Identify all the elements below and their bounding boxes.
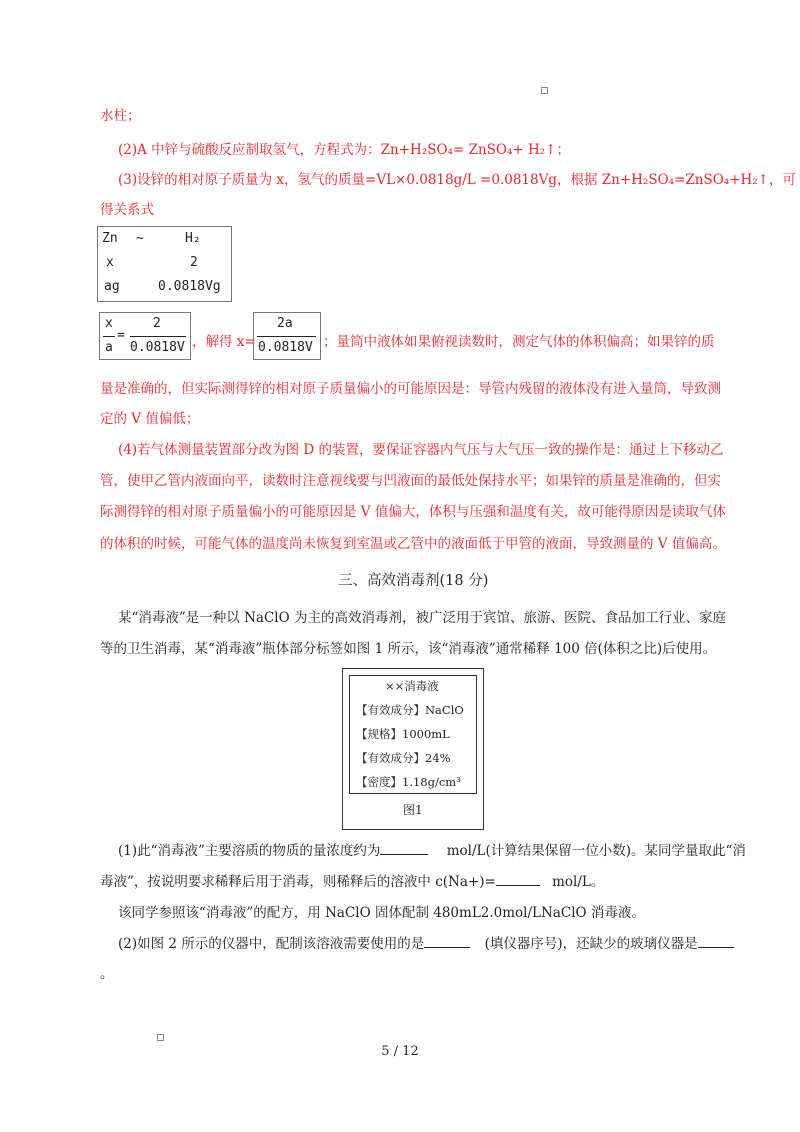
relation-r1c2: ~ [136,231,144,246]
q2-text-b: (填仪器序号)，还缺少的玻璃仪器是 [484,936,698,952]
frac1-bar-right [130,336,186,337]
relation-r3c3: 0.0818Vg [158,279,221,294]
frac2-num: 2a [277,316,293,331]
relation-r1c1: Zn [102,231,118,246]
question-1-line-2 [100,870,604,890]
question-2-line-1 [118,932,734,952]
text-line-5b: ；量筒中液体如果俯视读数时，测定气体的体积偏高；如果锌的质 [323,334,715,350]
label-row-3: 【有效成分】24% [356,751,451,765]
corner-mark-top [541,87,548,94]
q1-text-b: mol/L(计算结果保留一位小数)。某同学量取此“消 [446,843,746,859]
label-row-4: 【密度】1.18g/cm³ [356,775,461,789]
text-line-1: 水柱； [100,108,141,124]
relation-r1c3: H₂ [185,231,201,246]
text-line-2: (2)A 中锌与硫酸反应制取氢气，方程式为：Zn+H₂SO₄= ZnSO₄+ H₂↑； [118,142,570,158]
relation-r2c3: 2 [190,255,198,270]
text-line-3: (3)设锌的相对原子质量为 x，氢气的质量=VL×0.0818g/L =0.0818Vg，根据 Zn+H₂SO₄=ZnSO₄+H₂↑，可 [118,172,796,188]
paragraph-line-1: 某“消毒液”是一种以 NaClO 为主的高效消毒剂，被广泛用于宾馆、旅游、医院、食品加工行业、家庭 [118,610,726,626]
answer-blank-3[interactable] [424,935,470,948]
text-line-7: 定的 V 值偏低； [100,411,200,427]
text-line-11: 的体积的时候，可能气体的温度尚未恢复到室温或乙管中的液面低于甲管的液面，导致测量的 V 值偏高。 [100,536,726,552]
relation-r3c1: ag [104,279,120,294]
section-title: 三、高效消毒剂(18 分) [338,573,489,589]
q1-text-a: (1)此“消毒液”主要溶质的物质的量浓度约为 [118,843,381,859]
question-2-line-2: 。 [100,966,114,982]
question-1-line-1 [118,839,746,859]
fraction-equation-1 [99,312,191,360]
corner-mark-bottom [157,1034,164,1041]
label-title: ××消毒液 [385,679,439,693]
answer-blank-4[interactable] [698,935,734,948]
frac1-eq: = [117,328,125,343]
question-line-prep: 该同学参照该“消毒液”的配方，用 NaClO 固体配制 480mL2.0mol/LNaClO 消毒液。 [118,905,645,921]
frac1-num-right: 2 [153,316,161,331]
frac2-bar [257,336,316,337]
frac2-den: 0.0818V [258,340,313,355]
q1-text-c: 毒液”，按说明要求稀释后用于消毒，则稀释后的溶液中 c(Na+)= [100,874,496,890]
q1-text-d: mol/L。 [552,874,605,890]
paragraph-line-2: 等的卫生消毒，某“消毒液”瓶体部分标签如图 1 所示，该“消毒液”通常稀释 100 倍(体积之比)后使用。 [100,641,717,657]
text-line-5: ，解得 x= [192,334,256,350]
text-line-9: 管，使甲乙管内液面向平，读数时注意视线要与凹液面的最低处保持水平；如果锌的质量是准确的，但实 [100,473,721,489]
frac1-bar-left [103,336,115,337]
q2-text-a: (2)如图 2 所示的仪器中，配制该溶液需要使用的是 [118,936,425,952]
relation-box [97,226,232,302]
relation-r2c1: x [106,255,114,270]
page-number: 5 / 12 [381,1044,419,1059]
text-line-6: 量是准确的，但实际测得锌的相对原子质量偏小的可能原因是：导管内残留的液体没有进入量筒，导致测 [100,381,721,397]
fraction-equation-2 [253,312,321,360]
text-line-4: 得关系式 [100,202,154,218]
figure-1-label [342,668,484,830]
text-line-10: 际测得锌的相对原子质量偏小的可能原因是 V 值偏大，体积与压强和温度有关，故可能得原因是读取气体 [100,504,726,520]
label-row-2: 【规格】1000mL [356,727,450,741]
label-inner-frame [349,675,477,794]
figure-caption: 图1 [403,803,423,817]
frac1-num-left: x [105,316,113,331]
frac1-den-left: a [105,340,113,355]
frac1-den-right: 0.0818V [130,340,185,355]
answer-blank-1[interactable] [380,842,428,855]
text-line-8: (4)若气体测量装置部分改为图 D 的装置，要保证容器内气压与大气压一致的操作是：通过上下移动乙 [118,442,724,458]
label-row-1: 【有效成分】NaClO [356,703,464,717]
answer-blank-2[interactable] [496,873,540,886]
